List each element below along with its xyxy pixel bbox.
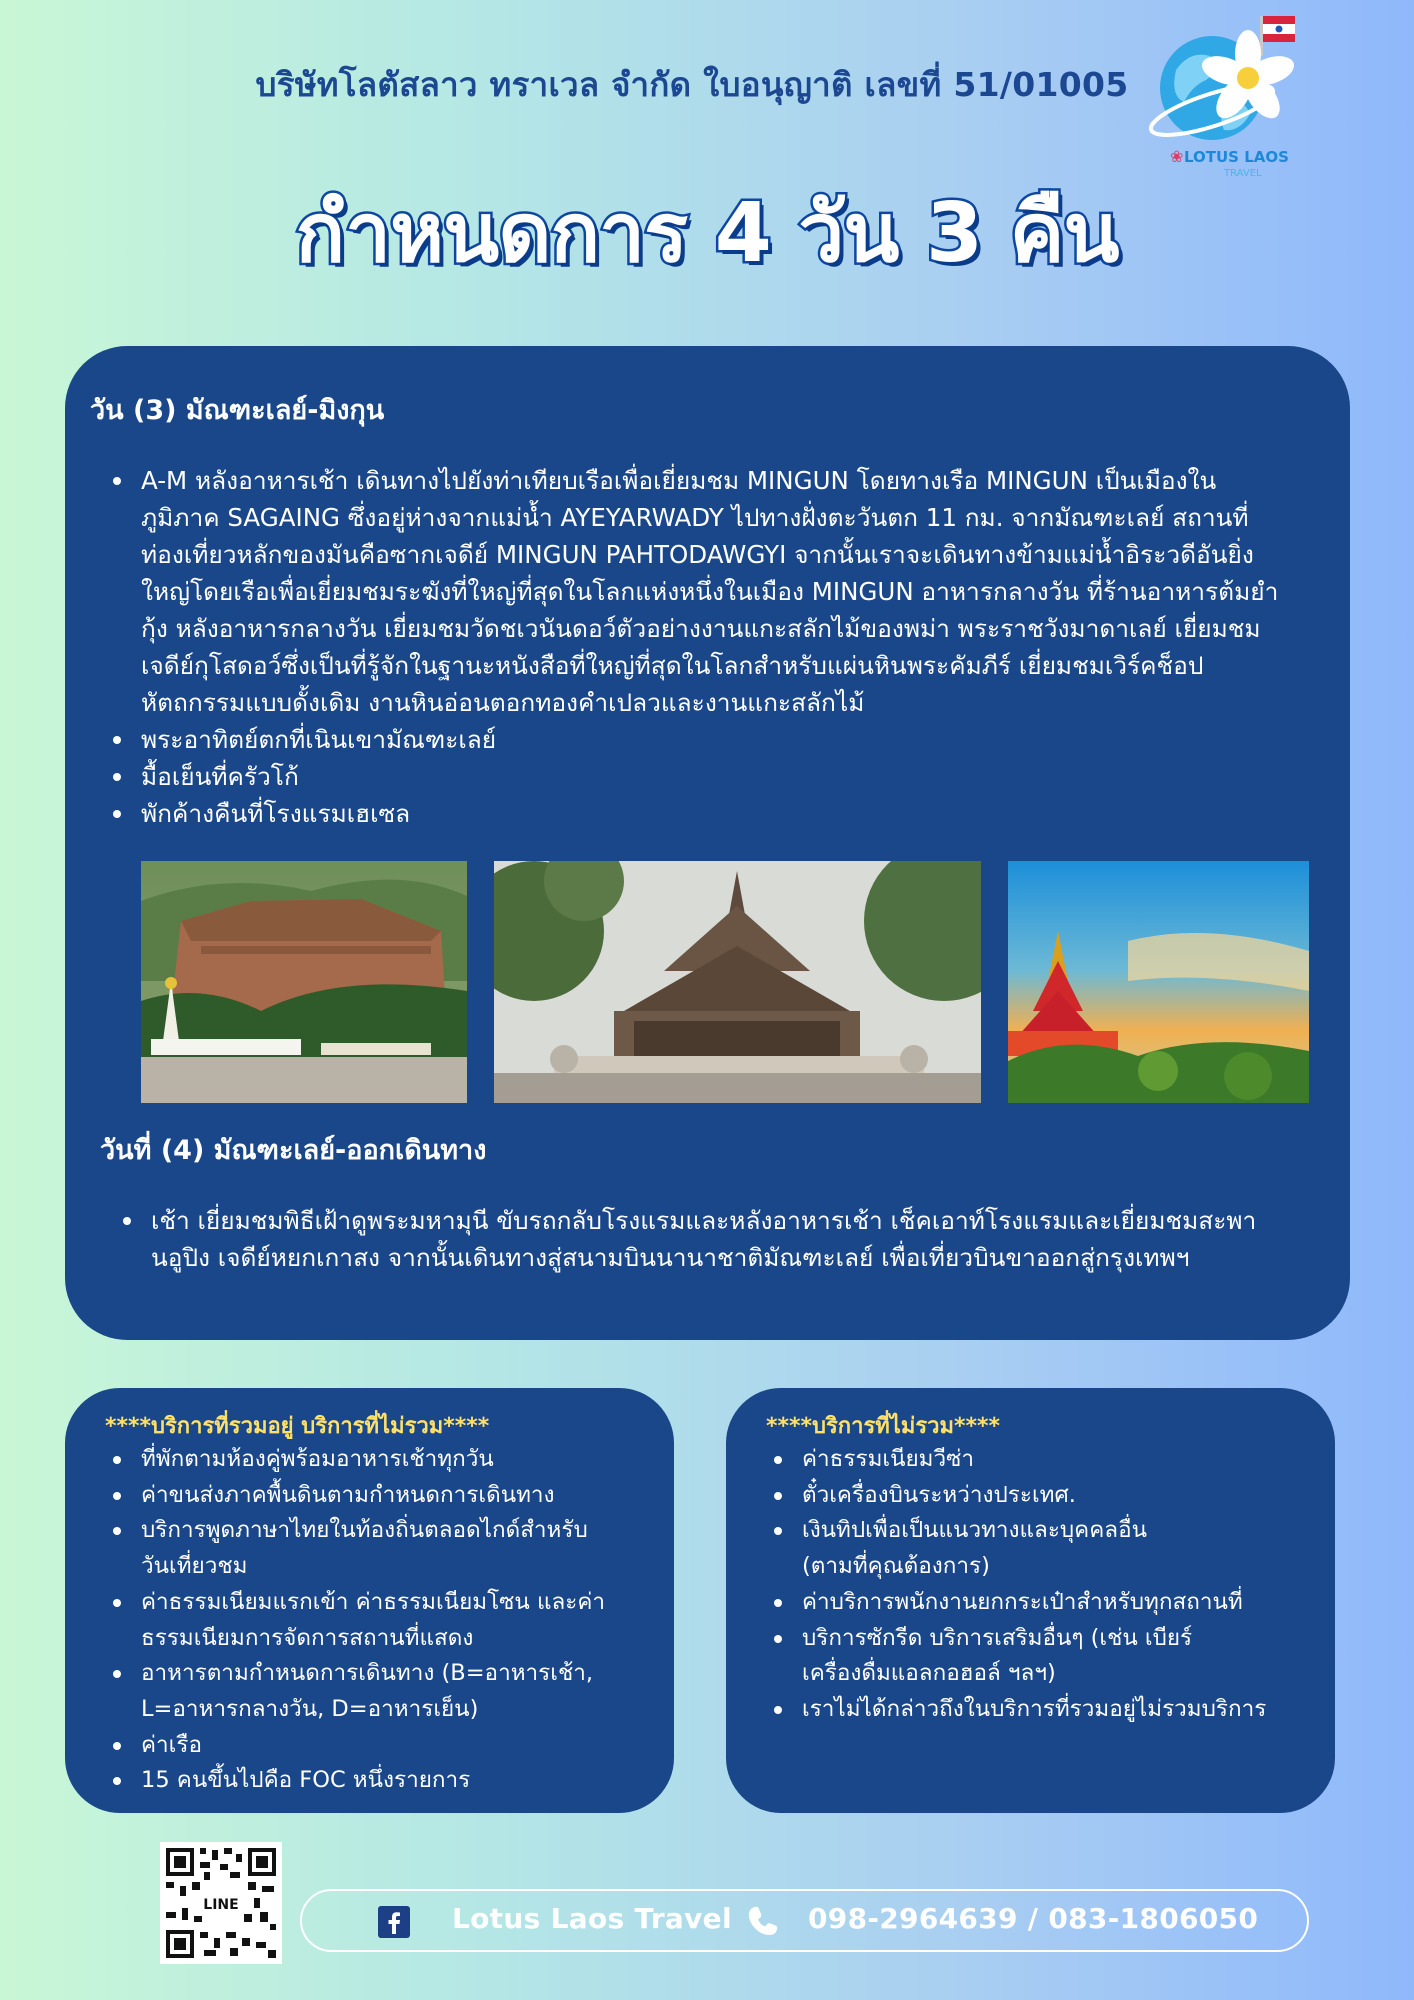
excluded-services-box (726, 1388, 1335, 1813)
mingun-pagoda-photo (141, 861, 467, 1103)
day3-item-continued: กุ้ง หลังอาหารกลางวัน เยี่ยมชมวัดชเวนันดอว์ตัวอย่างงานแกะสลักไม้ของพม่า พระราชวังมาดาเลย์ เยี่ยมชม (141, 614, 1261, 643)
company-license-header: บริษัทโลตัสลาว ทราเวล จำกัด ใบอนุญาติ เลขที่ 51/01005 (255, 65, 1129, 104)
excluded-item-continued: (ตามที่คุณต้องการ) (802, 1553, 990, 1580)
day3-item: A-M หลังอาหารเช้า เดินทางไปยังท่าเทียบเรือเพื่อเยี่ยมชม MINGUN โดยทางเรือ MINGUN เป็นเมืองใน (107, 462, 1337, 499)
day3-item: พระอาทิตย์ตกที่เนินเขามัณฑะเลย์ (107, 721, 1337, 758)
excluded-item: ค่าธรรมเนียมวีซ่า (768, 1442, 1266, 1478)
svg-text:❀: ❀ (1170, 147, 1184, 166)
day4-heading: วันที่ (4) มัณฑะเลย์-ออกเดินทาง (100, 1135, 487, 1166)
shwenandaw-monastery-photo (494, 861, 981, 1103)
day3-item-continued: ท่องเที่ยวหลักของมันคือซากเจดีย์ MINGUN PAHTODAWGYI จากนั้นเราจะเดินทางข้ามแม่น้ำอิระวดีอันยิ่ง (141, 540, 1254, 569)
included-item-continued: ธรรมเนียมการจัดการสถานที่แสดง (141, 1624, 474, 1651)
included-item: บริการพูดภาษาไทยในท้องถิ่นตลอดไกด์สำหรับ (107, 1513, 605, 1549)
day4-list (117, 1202, 1337, 1276)
line-qr-code[interactable] (160, 1842, 282, 1964)
day3-item: มื้อเย็นที่ครัวโก้ (107, 758, 1337, 795)
included-item: ค่าเรือ (107, 1728, 605, 1764)
facebook-icon[interactable] (378, 1906, 410, 1938)
included-item-continued: L=อาหารกลางวัน, D=อาหารเย็น) (141, 1695, 479, 1722)
included-item: ค่าขนส่งภาคพื้นดินตามกำหนดการเดินทาง (107, 1478, 605, 1514)
day4-item: เช้า เยี่ยมชมพิธีเฝ้าดูพระมหามุนี ขับรถกลับโรงแรมและหลังอาหารเช้า เช็คเอาท์โรงแรมและเยี่ยมชมสะพา (117, 1202, 1337, 1239)
lotus-laos-logo (1140, 10, 1310, 180)
excluded-item: ตั๋วเครื่องบินระหว่างประเทศ. (768, 1478, 1266, 1514)
day3-item-continued: ภูมิภาค SAGAING ซึ่งอยู่ห่างจากแม่น้ำ AYEYARWADY ไปทางฝั่งตะวันตก 11 กม. จากมัณฑะเลย์ สถานที่ (141, 503, 1249, 532)
day3-heading: วัน (3) มัณฑะเลย์-มิงกุน (90, 395, 385, 426)
included-item: ค่าธรรมเนียมแรกเข้า ค่าธรรมเนียมโซน และค่า (107, 1585, 605, 1621)
qr-line-label: LINE (203, 1897, 239, 1913)
contact-phone-numbers[interactable]: 098-2964639 / 083-1806050 (808, 1902, 1259, 1935)
included-item: ที่พักตามห้องคู่พร้อมอาหารเช้าทุกวัน (107, 1442, 605, 1478)
logo-text: LOTUS LAOS (1184, 148, 1289, 166)
phone-icon (746, 1904, 780, 1938)
included-item-continued: วันเที่ยวชม (141, 1553, 248, 1580)
included-services-title: ****บริการที่รวมอยู่ บริการที่ไม่รวม**** (105, 1414, 490, 1439)
mandalay-hill-sunset-photo (1008, 861, 1309, 1103)
excluded-item: เราไม่ได้กล่าวถึงในบริการที่รวมอยู่ไม่รวมบริการ (768, 1692, 1266, 1728)
excluded-services-title: ****บริการที่ไม่รวม**** (766, 1414, 1001, 1439)
day3-list (107, 462, 1337, 832)
logo-subtext: TRAVEL (1224, 168, 1262, 179)
excluded-item: ค่าบริการพนักงานยกกระเป๋าสำหรับทุกสถานที่ (768, 1585, 1266, 1621)
day3-item: พักค้างคืนที่โรงแรมเฮเซล (107, 795, 1337, 832)
day4-item-continued: นอูปิง เจดีย์หยกเกาสง จากนั้นเดินทางสู่สนามบินนานาชาติมัณฑะเลย์ เพื่อเที่ยวบินขาออกสู่กรุงเทพฯ (151, 1243, 1190, 1272)
day3-item-continued: เจดีย์กุโสดอว์ซึ่งเป็นที่รู้จักในฐานะหนังสือที่ใหญ่ที่สุดในโลกสำหรับแผ่นหินพระคัมภีร์ เยี่ยมชมเวิร์คช็อป (141, 651, 1204, 680)
day3-item-continued: ใหญ่โดยเรือเพื่อเยี่ยมชมระฆังที่ใหญ่ที่สุดในโลกแห่งหนึ่งในเมือง MINGUN อาหารกลางวัน ที่ร้านอาหารต้มยำ (141, 577, 1279, 606)
excluded-item: บริการซักรีด บริการเสริมอื่นๆ (เช่น เบียร์ (768, 1621, 1266, 1657)
excluded-item: เงินทิปเพื่อเป็นแนวทางและบุคคลอื่น (768, 1513, 1266, 1549)
included-item: 15 คนขึ้นไปคือ FOC หนึ่งรายการ (107, 1763, 605, 1799)
itinerary-panel (65, 346, 1350, 1340)
included-services-list (107, 1442, 605, 1799)
included-services-box (65, 1388, 674, 1813)
excluded-item-continued: เครื่องดื่มแอลกอฮอล์ ฯลฯ) (802, 1660, 1056, 1687)
day3-item-continued: หัตถกรรมแบบดั้งเดิม งานหินอ่อนตอกทองคำเปลวและงานแกะสลักไม้ (141, 688, 865, 717)
included-item: อาหารตามกำหนดการเดินทาง (B=อาหารเช้า, (107, 1656, 605, 1692)
itinerary-title: กำหนดการ 4 วัน 3 คืน (295, 186, 1119, 281)
facebook-page-name[interactable]: Lotus Laos Travel (452, 1902, 732, 1935)
excluded-services-list (768, 1442, 1266, 1728)
